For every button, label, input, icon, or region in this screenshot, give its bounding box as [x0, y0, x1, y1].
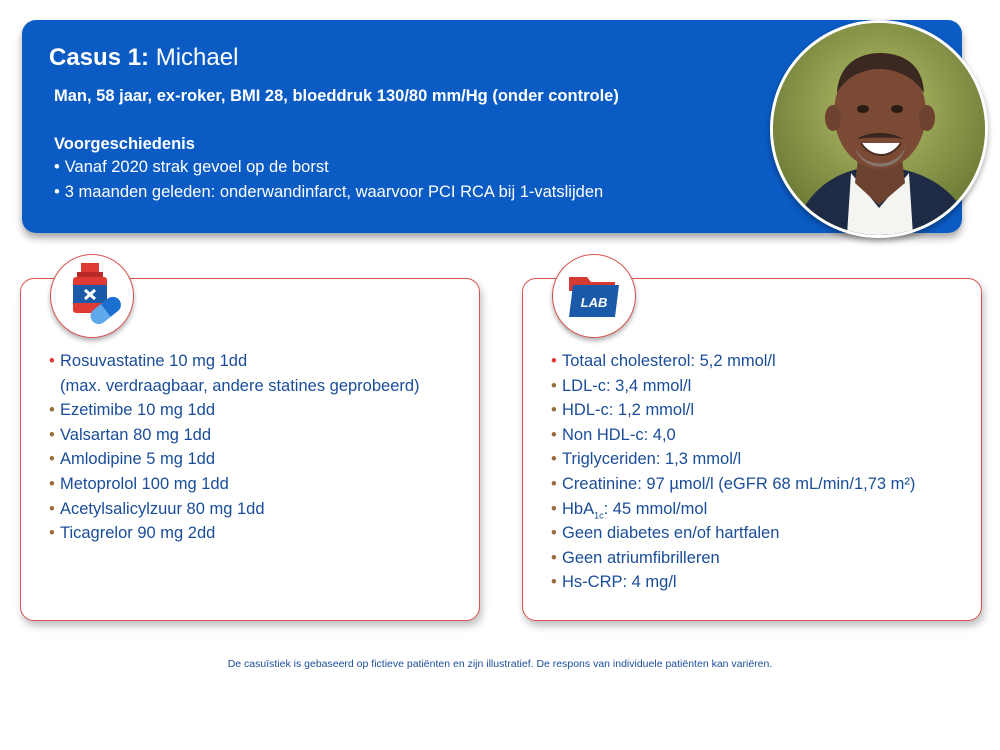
medicine-bottle-icon — [51, 255, 133, 337]
patient-summary: Man, 58 jaar, ex-roker, BMI 28, bloeddruk 130/80 mm/Hg (onder controle) — [54, 87, 619, 105]
list-item: • Ticagrelor 90 mg 2dd — [49, 524, 420, 549]
list-item-hba1c: • HbA$_{1c}$: 45 mmol/mol — [551, 500, 915, 525]
history-item: • 3 maanden geleden: onderwandinfarct, waarvoor PCI RCA bij 1-vatslijden — [54, 183, 603, 208]
patient-name: Michael — [155, 44, 239, 71]
list-item-continuation: (max. verdraagbaar, andere statines geprobeerd) — [60, 376, 420, 395]
list-item: • HDL-c: 1,2 mmol/l — [551, 401, 915, 426]
list-item: • Geen atriumfibrilleren — [551, 549, 915, 574]
medication-list — [49, 352, 420, 549]
history-item: • Vanaf 2020 strak gevoel op de borst — [54, 158, 603, 183]
list-item: • Triglyceriden: 1,3 mmol/l — [551, 450, 915, 475]
list-item: • Hs-CRP: 4 mg/l — [551, 573, 915, 598]
list-item: • Non HDL-c: 4,0 — [551, 426, 915, 451]
lab-folder-icon — [553, 255, 635, 337]
list-item: • Creatinine: 97 µmol/l (eGFR 68 mL/min/1,73 m²) — [551, 475, 915, 500]
lab-icon-label: LAB — [580, 295, 608, 310]
patient-photo — [770, 20, 988, 238]
list-item: • Totaal cholesterol: 5,2 mmol/l — [551, 352, 915, 377]
list-item: • Geen diabetes en/of hartfalen — [551, 524, 915, 549]
lab-badge — [552, 254, 636, 338]
list-item: • Acetylsalicylzuur 80 mg 1dd — [49, 500, 420, 525]
list-item: • Rosuvastatine 10 mg 1dd — [49, 352, 420, 377]
list-item: • Amlodipine 5 mg 1dd — [49, 450, 420, 475]
disclaimer: De casuïstiek is gebaseerd op fictieve patiënten en zijn illustratief. De respons van individuele patiënten kan variëren. — [227, 658, 773, 670]
list-item: • Valsartan 80 mg 1dd — [49, 426, 420, 451]
list-item: • LDL-c: 3,4 mmol/l — [551, 377, 915, 402]
history-list — [54, 158, 603, 207]
list-item: • Ezetimibe 10 mg 1dd — [49, 401, 420, 426]
case-label: Casus 1: — [49, 44, 150, 71]
history-heading: Voorgeschiedenis — [54, 135, 195, 153]
case-title — [49, 44, 238, 72]
lab-list — [551, 352, 915, 598]
medication-badge — [50, 254, 134, 338]
list-item: • Metoprolol 100 mg 1dd — [49, 475, 420, 500]
